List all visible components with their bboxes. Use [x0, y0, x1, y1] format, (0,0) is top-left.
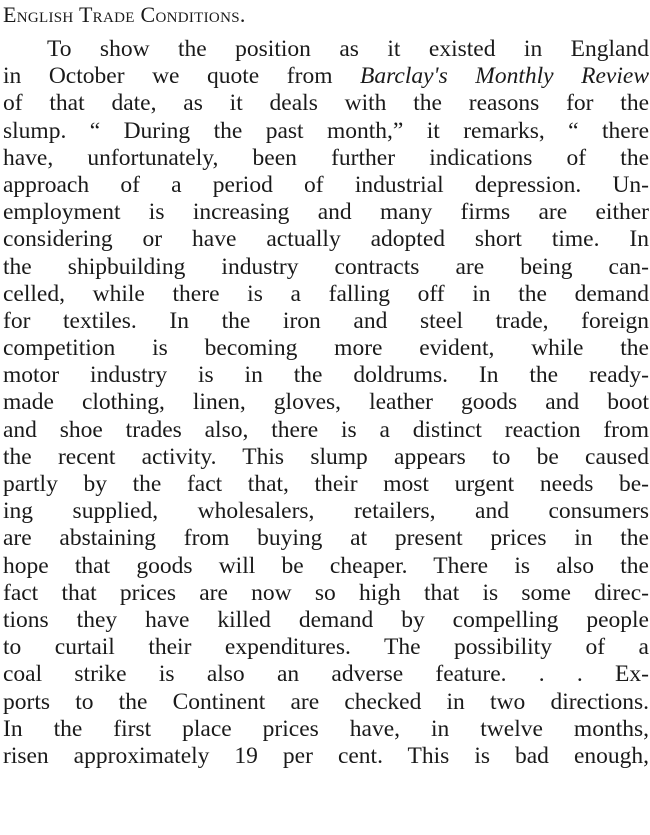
text-run: risen approximately 19 per cent. This is bad enough, — [3, 742, 649, 769]
text-run: coal strike is also an adverse feature. . . Ex- — [3, 661, 649, 688]
text-line — [3, 63, 649, 90]
text-line — [3, 145, 649, 172]
text-line — [3, 661, 649, 688]
text-run: for textiles. In the iron and steel trade, foreign — [3, 307, 649, 334]
text-run: to curtail their expenditures. The possibility of a — [3, 634, 649, 661]
text-line — [3, 525, 649, 552]
text-run: ports to the Continent are checked in two directions. — [3, 688, 649, 715]
text-line — [3, 471, 649, 498]
text-run: the shipbuilding industry contracts are being can- — [3, 253, 649, 280]
text-run: made clothing, linen, gloves, leather goods and boot — [3, 389, 649, 416]
text-run: considering or have actually adopted short time. In — [3, 226, 649, 253]
body-paragraph — [3, 36, 649, 770]
text-line — [3, 743, 649, 770]
text-run: To show the position as it existed in England — [47, 36, 649, 62]
text-line — [3, 689, 649, 716]
text-line — [3, 553, 649, 580]
text-run: the recent activity. This slump appears to be caused — [3, 443, 649, 470]
text-line — [3, 444, 649, 471]
text-line — [3, 362, 649, 389]
text-run: motor industry is in the doldrums. In the ready- — [3, 362, 649, 389]
text-run: competition is becoming more evident, while the — [3, 335, 649, 362]
text-line — [3, 716, 649, 743]
text-run: and shoe trades also, there is a distinct reaction from — [3, 416, 649, 443]
text-run: employment is increasing and many firms are either — [3, 199, 649, 226]
text-line — [3, 498, 649, 525]
text-run: tions they have killed demand by compelling people — [3, 606, 649, 633]
text-run: slump. “ During the past month,” it remarks, “ there — [3, 117, 649, 144]
text-line — [3, 36, 649, 63]
text-line — [3, 634, 649, 661]
text-line — [3, 199, 649, 226]
section-heading: English Trade Conditions. — [3, 2, 246, 27]
text-line — [3, 335, 649, 362]
text-line — [3, 308, 649, 335]
text-run: are abstaining from buying at present prices in the — [3, 525, 649, 552]
text-run: In the first place prices have, in twelve months, — [3, 715, 649, 742]
text-run: approach of a period of industrial depression. Un- — [3, 171, 649, 198]
text-run: fact that prices are now so high that is some direc- — [3, 579, 649, 606]
text-line — [3, 226, 649, 253]
text-line — [3, 172, 649, 199]
text-line — [3, 417, 649, 444]
document-page — [3, 0, 649, 770]
text-line — [3, 90, 649, 117]
text-run: hope that goods will be cheaper. There is also the — [3, 552, 649, 579]
text-run: of that date, as it deals with the reasons for the — [3, 90, 649, 117]
text-line — [3, 389, 649, 416]
text-run: in October we quote from — [3, 63, 361, 90]
italic-title: Barclay's Monthly Review — [360, 63, 649, 90]
text-run: celled, while there is a falling off in the demand — [3, 280, 649, 307]
text-line — [3, 580, 649, 607]
text-run: partly by the fact that, their most urgent needs be- — [3, 471, 649, 497]
text-line — [3, 254, 649, 281]
text-line — [3, 118, 649, 145]
text-run: have, unfortunately, been further indications of the — [3, 144, 649, 171]
text-line — [3, 607, 649, 634]
text-run: ing supplied, wholesalers, retailers, and consumers — [3, 498, 649, 525]
text-line — [3, 281, 649, 308]
